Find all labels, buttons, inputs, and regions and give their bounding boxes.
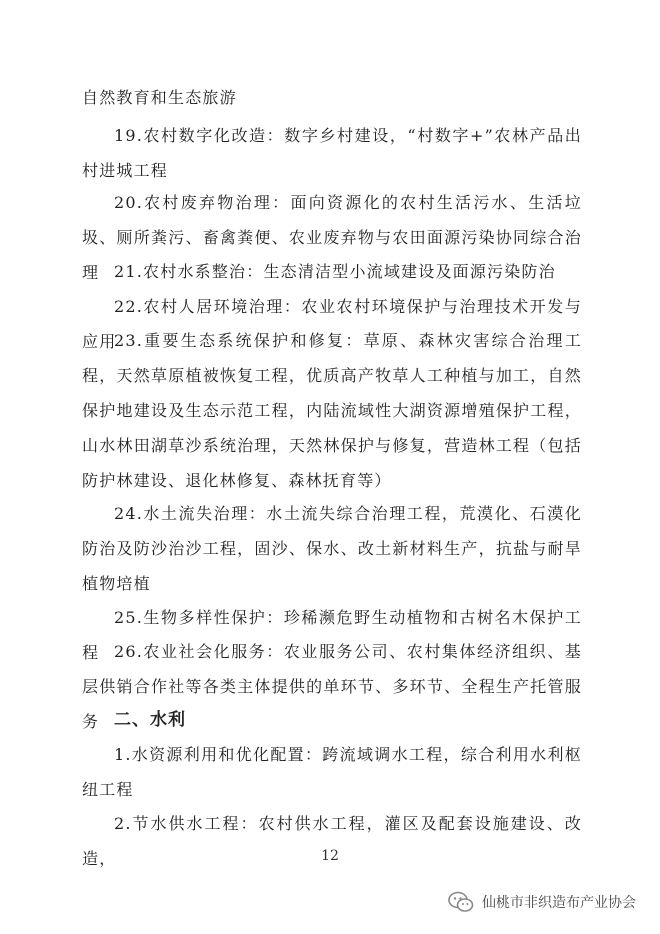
paragraph-item-20: 20.农村废弃物治理：面向资源化的农村生活污水、生活垃圾、厕所粪污、畜禽粪便、农业废弃物与农田面源污染协同综合治理 xyxy=(82,193,582,282)
paragraph-water-1: 1.水资源利用和优化配置：跨流域调水工程，综合利用水利枢纽工程 xyxy=(82,745,582,799)
paragraph-item-24: 24.水土流失治理：水土流失综合治理工程，荒漠化、石漠化防治及防沙治沙工程，固沙、保水、改土新材料生产，抗盐与耐旱植物培植 xyxy=(82,504,582,593)
watermark xyxy=(448,891,636,913)
watermark-text: 仙桃市非织造布产业协会 xyxy=(482,895,636,911)
wechat-icon xyxy=(448,891,474,913)
paragraph-item-19: 19.农村数字化改造：数字乡村建设，“村数字+”农林产品出村进城工程 xyxy=(82,126,582,180)
paragraph-item-21: 21.农村水系整治：生态清洁型小流域建设及面源污染防治 xyxy=(114,262,556,281)
paragraph-item-23: 23.重要生态系统保护和修复：草原、森林灾害综合治理工程，天然草原植被恢复工程，优质高产牧草人工种植与加工，自然保护地建设及生态示范工程，内陆流域性大湖资源增殖保护工程，山水林田湖草沙系统治理，天然林保护与修复，营造林工程（包括防护林建设、退化林修复、森林抚育等） xyxy=(82,331,582,490)
paragraph-item-26: 26.农业社会化服务：农业服务公司、农村集体经济组织、基层供销合作社等各类主体提供的单环节、多环节、全程生产托管服务 xyxy=(82,642,582,731)
paragraph-continuation: 自然教育和生态旅游 xyxy=(82,88,237,107)
section-heading-water: 二、水利 xyxy=(114,710,186,730)
page-number: 12 xyxy=(321,848,339,864)
paragraph-water-2: 2.节水供水工程：农村供水工程，灌区及配套设施建设、改造， xyxy=(82,814,582,868)
paragraph-item-25: 25.生物多样性保护：珍稀濒危野生动植物和古树名木保护工程 xyxy=(82,608,582,662)
paragraph-item-22: 22.农村人居环境治理：农业农村环境保护与治理技术开发与应用 xyxy=(82,297,582,351)
